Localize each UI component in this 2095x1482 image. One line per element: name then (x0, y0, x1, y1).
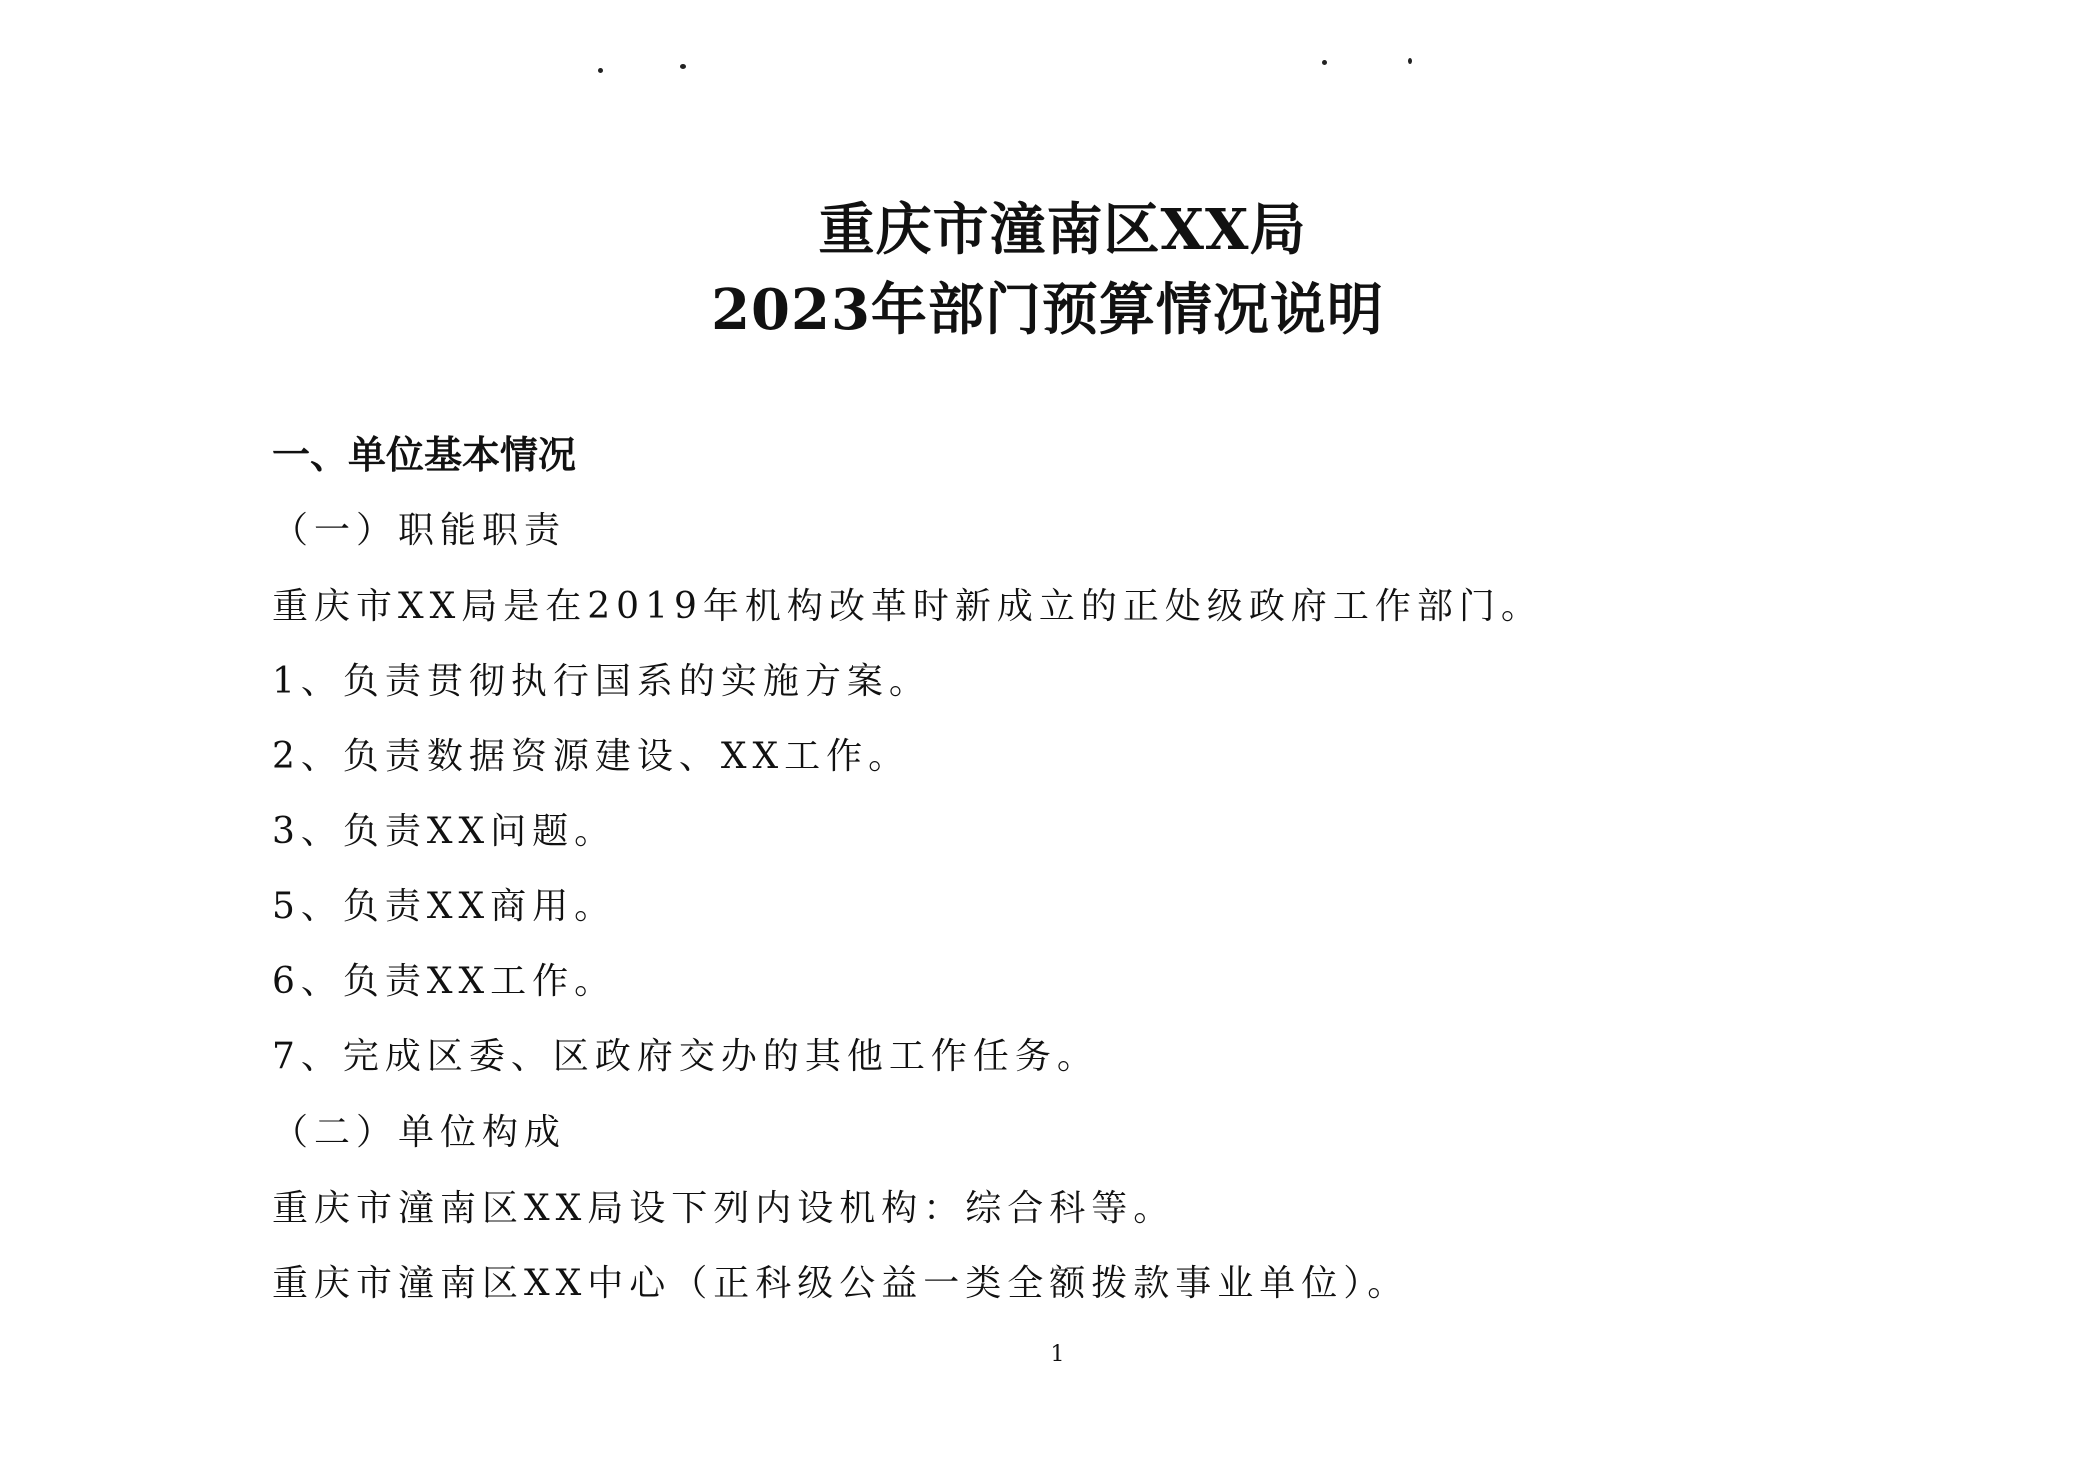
list-item: 7、完成区委、区政府交办的其他工作任务。 (272, 1036, 1099, 1077)
subsection-heading-composition: （二）单位构成 (272, 1112, 567, 1153)
scan-speck (1322, 60, 1327, 65)
scan-speck (1408, 58, 1412, 64)
paragraph-intro: 重庆市XX局是在2019年机构改革时新成立的正处级政府工作部门。 (272, 586, 1543, 627)
list-item: 5、负责XX商用。 (272, 886, 617, 927)
paragraph-affiliated-unit: 重庆市潼南区XX中心（正科级公益一类全额拨款事业单位）。 (272, 1263, 1410, 1304)
list-item: 3、负责XX问题。 (272, 811, 617, 852)
list-item: 2、负责数据资源建设、XX工作。 (272, 736, 911, 777)
subsection-heading-functions: （一）职能职责 (272, 510, 567, 551)
document-title-line2: 2023年部门预算情况说明 (711, 277, 1384, 343)
scan-speck (598, 68, 603, 73)
page-number: 1 (1050, 1342, 1065, 1367)
paragraph-internal-units: 重庆市潼南区XX局设下列内设机构：综合科等。 (272, 1188, 1176, 1229)
section-heading: 一、单位基本情况 (272, 432, 577, 477)
list-item: 6、负责XX工作。 (272, 961, 617, 1002)
list-item: 1、负责贯彻执行国系的实施方案。 (272, 661, 931, 702)
scan-speck (680, 64, 686, 69)
document-title-line1: 重庆市潼南区XX局 (818, 197, 1307, 263)
